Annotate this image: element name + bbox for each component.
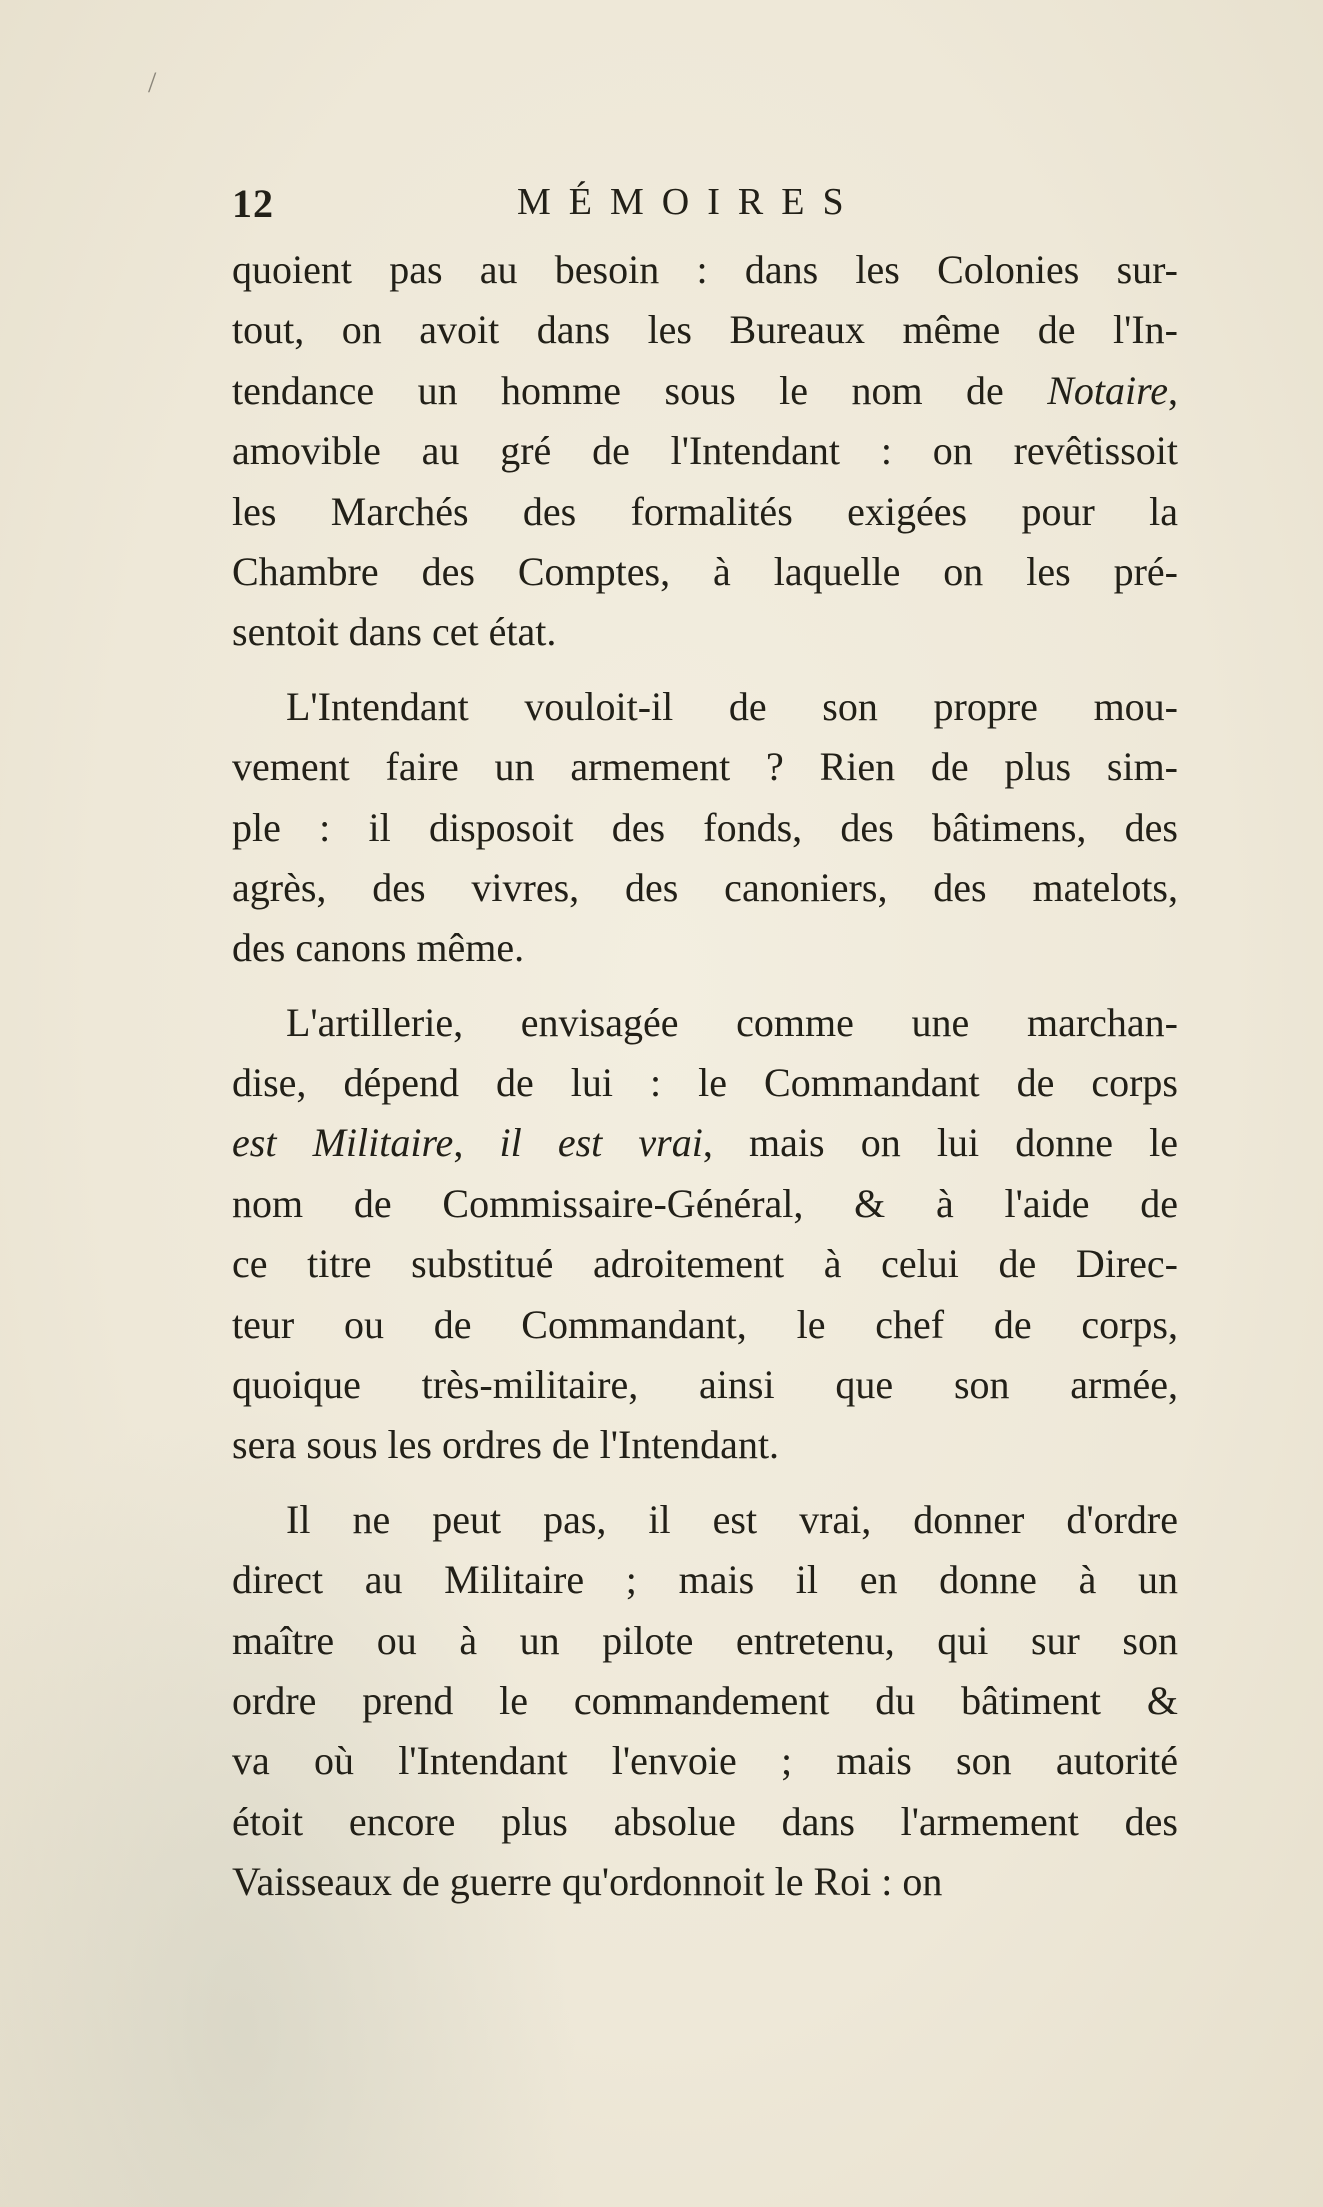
text-line: est Militaire, il est vrai, mais on lui donne le: [232, 1120, 1179, 1166]
text-line: Il ne peut pas, il est vrai, donner d'ordre: [286, 1496, 1178, 1542]
text-line: étoit encore plus absolue dans l'armement des: [232, 1798, 1178, 1844]
text-line: des canons même.: [232, 925, 525, 971]
page-number: 12: [232, 181, 274, 226]
text-line: sentoit dans cet état.: [232, 609, 557, 655]
text-line: Vaisseaux de guerre qu'ordonnoit le Roi : on: [232, 1859, 943, 1905]
paragraph: [232, 240, 1178, 663]
text-line: quoique très-militaire, ainsi que son armée,: [232, 1362, 1178, 1408]
text-line: sera sous les ordres de l'Intendant.: [232, 1422, 780, 1468]
text-line: L'artillerie, envisagée comme une marchan-: [286, 999, 1178, 1045]
text-line: direct au Militaire ; mais il en donne à un: [232, 1557, 1178, 1603]
text-block: [232, 180, 1178, 1913]
text-line: vement faire un armement ? Rien de plus sim-: [232, 744, 1178, 790]
text-line: teur ou de Commandant, le chef de corps,: [232, 1301, 1178, 1347]
text-line: tout, on avoit dans les Bureaux même de l'In-: [232, 307, 1178, 353]
text-line: dise, dépend de lui : le Commandant de corps: [232, 1060, 1178, 1106]
text-line: L'Intendant vouloit-il de son propre mou-: [286, 683, 1178, 729]
stray-mark: /: [148, 66, 157, 99]
text-line: nom de Commissaire-Général, & à l'aide de: [232, 1180, 1178, 1226]
text-line: les Marchés des formalités exigées pour la: [232, 488, 1178, 534]
running-head: [232, 180, 1178, 240]
paragraph: [232, 993, 1178, 1476]
text-line: amovible au gré de l'Intendant : on revêtissoit: [232, 428, 1178, 474]
paragraph: [232, 677, 1178, 979]
text-line: ple : il disposoit des fonds, des bâtimens, des: [232, 804, 1178, 850]
paragraph: [232, 1490, 1178, 1913]
text-line: quoient pas au besoin : dans les Colonies sur-: [232, 247, 1178, 292]
text-line: tendance un homme sous le nom de Notaire,: [232, 367, 1178, 413]
text-line: maître ou à un pilote entretenu, qui sur son: [232, 1617, 1178, 1663]
running-title: MÉMOIRES: [517, 181, 862, 223]
text-line: ordre prend le commandement du bâtiment &: [232, 1677, 1178, 1723]
text-line: va où l'Intendant l'envoie ; mais son autorité: [232, 1738, 1178, 1784]
text-line: agrès, des vivres, des canoniers, des matelots,: [232, 864, 1178, 910]
text-line: Chambre des Comptes, à laquelle on les pré-: [232, 548, 1178, 594]
text-line: ce titre substitué adroitement à celui de Direc-: [232, 1241, 1178, 1287]
body-text: [232, 240, 1178, 1913]
